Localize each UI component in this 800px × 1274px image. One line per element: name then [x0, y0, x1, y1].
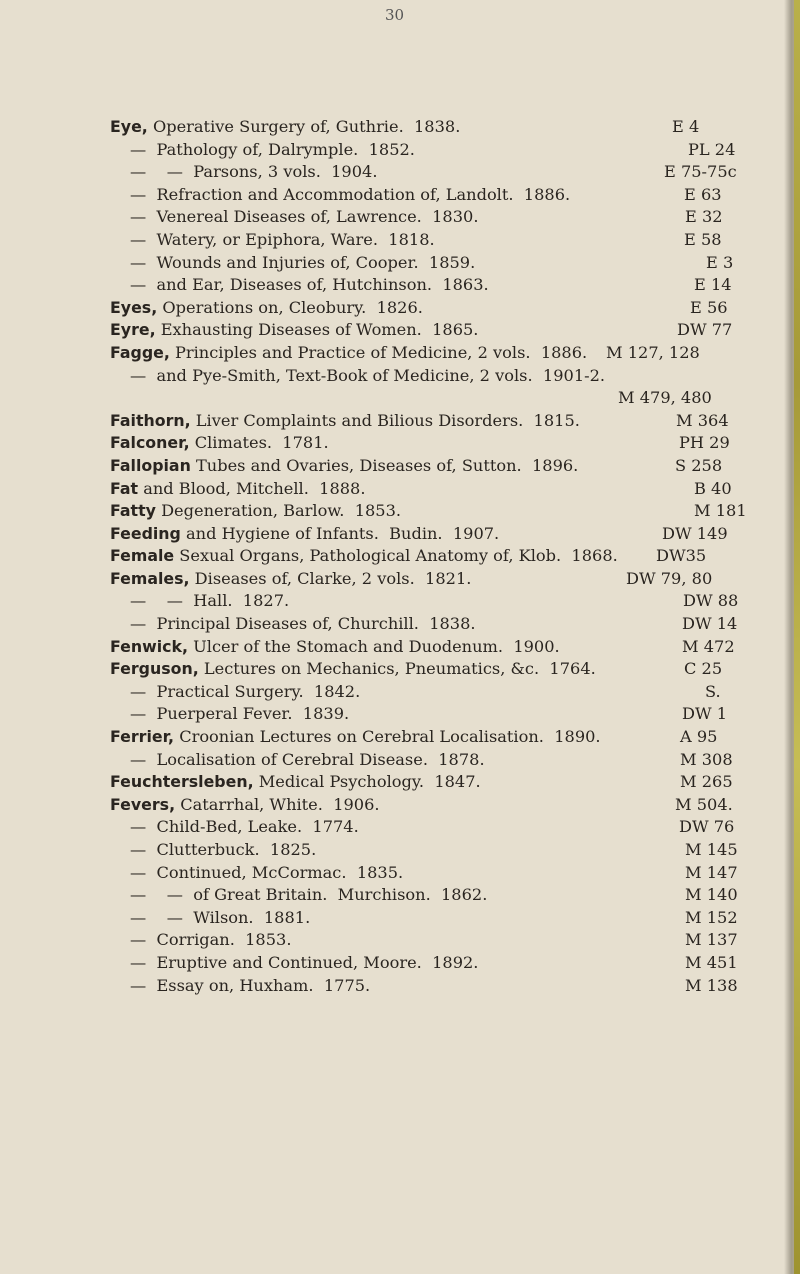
- entry-headword: Feuchtersleben,: [110, 772, 254, 792]
- entry-text: [130, 184, 570, 207]
- index-entry: [0, 387, 780, 410]
- entry-title: and Blood, Mitchell. 1888.: [138, 478, 366, 498]
- index-entry: [0, 319, 780, 342]
- entry-headword: Females,: [110, 568, 190, 588]
- entry-text: [110, 726, 601, 749]
- entry-text: [110, 297, 423, 320]
- entry-headword: Fatty: [110, 501, 156, 521]
- entry-text: [130, 907, 310, 930]
- index-entry: [0, 952, 780, 975]
- entry-text: [130, 884, 487, 907]
- entry-text: [130, 274, 489, 297]
- entry-text: [130, 161, 377, 184]
- entry-headword: Fevers,: [110, 794, 176, 814]
- index-entry: [0, 681, 780, 704]
- index-entry: [0, 500, 780, 523]
- index-entry: [0, 432, 780, 455]
- index-entry: [0, 771, 780, 794]
- entry-title: Exhausting Diseases of Women. 1865.: [155, 320, 479, 340]
- index-entry: [0, 726, 780, 749]
- entry-title: Operations on, Cleobury. 1826.: [157, 297, 423, 317]
- index-entry: [0, 590, 780, 613]
- entry-shelfmark: E 32: [685, 207, 723, 227]
- index-entry: [0, 252, 780, 275]
- entry-headword: Eyre,: [110, 320, 156, 340]
- index-entry: [0, 884, 780, 907]
- entry-title: Sexual Organs, Pathological Anatomy of, Klob. 1868.: [174, 546, 618, 566]
- entry-text: [130, 862, 403, 885]
- entry-text: [130, 703, 349, 726]
- index-entry-list: [0, 116, 780, 997]
- index-entry: [0, 161, 780, 184]
- entry-text: [130, 613, 476, 636]
- index-entry: [0, 749, 780, 772]
- entry-shelfmark: E 58: [684, 229, 722, 249]
- index-entry: [0, 658, 780, 681]
- entry-text: [110, 568, 471, 591]
- index-entry: [0, 342, 780, 365]
- entry-shelfmark: B 40: [694, 478, 732, 498]
- entry-shelfmark: M 181: [694, 501, 747, 521]
- entry-headword: Fat: [110, 478, 139, 498]
- entry-shelfmark: DW35: [656, 546, 707, 566]
- index-entry: [0, 929, 780, 952]
- entry-title: — Continued, McCormac. 1835.: [130, 862, 404, 882]
- index-entry: [0, 478, 780, 501]
- entry-text: [130, 590, 289, 613]
- index-entry: [0, 206, 780, 229]
- index-entry: [0, 184, 780, 207]
- entry-title: — and Pye-Smith, Text-Book of Medicine, 2 vols. 1901-2.: [130, 365, 606, 385]
- entry-shelfmark: S.: [705, 681, 721, 701]
- index-entry: [0, 410, 780, 433]
- entry-shelfmark: M 472: [682, 636, 735, 656]
- book-binding-edge: [794, 0, 800, 1274]
- entry-title: — — Parsons, 3 vols. 1904.: [130, 162, 378, 182]
- entry-title: — — Wilson. 1881.: [130, 907, 311, 927]
- entry-shelfmark: M 138: [685, 975, 738, 995]
- entry-text: [130, 929, 291, 952]
- entry-title: and Hygiene of Infants. Budin. 1907.: [180, 523, 500, 543]
- entry-text: [110, 523, 499, 546]
- entry-text: [110, 342, 587, 365]
- index-entry: [0, 613, 780, 636]
- entry-shelfmark: DW 88: [683, 591, 739, 611]
- entry-shelfmark: S 258: [675, 455, 723, 475]
- entry-title: — Localisation of Cerebral Disease. 1878.: [130, 749, 485, 769]
- entry-title: Diseases of, Clarke, 2 vols. 1821.: [189, 568, 472, 588]
- index-entry: [0, 297, 780, 320]
- entry-title: Principles and Practice of Medicine, 2 vols. 1886.: [169, 342, 588, 362]
- index-entry: [0, 636, 780, 659]
- entry-text: [110, 636, 560, 659]
- entry-shelfmark: M 504.: [675, 794, 733, 814]
- entry-title: — Pathology of, Dalrymple. 1852.: [130, 139, 415, 159]
- entry-title: — Clutterbuck. 1825.: [130, 840, 317, 859]
- entry-shelfmark: DW 149: [662, 523, 728, 543]
- entry-title: Ulcer of the Stomach and Duodenum. 1900.: [188, 636, 560, 656]
- entry-shelfmark: PL 24: [688, 139, 736, 159]
- entry-shelfmark: M 364: [676, 410, 729, 430]
- entry-title: Catarrhal, White. 1906.: [175, 794, 380, 814]
- entry-title: — Principal Diseases of, Churchill. 1838.: [130, 614, 476, 634]
- entry-shelfmark: M 140: [685, 885, 738, 905]
- entry-headword: Eye,: [110, 117, 148, 136]
- index-entry: [0, 365, 780, 388]
- entry-text: [110, 478, 366, 501]
- entry-shelfmark: M 451: [685, 952, 738, 972]
- entry-text: [130, 816, 359, 839]
- index-entry: [0, 794, 780, 817]
- entry-headword: Faithorn,: [110, 410, 191, 430]
- index-entry: [0, 116, 780, 139]
- entry-shelfmark: E 56: [690, 297, 728, 317]
- entry-text: [110, 500, 401, 523]
- entry-title: — Eruptive and Continued, Moore. 1892.: [130, 952, 479, 972]
- entry-text: [110, 116, 460, 139]
- entry-shelfmark: M 137: [685, 930, 738, 950]
- entry-shelfmark: M 145: [685, 840, 738, 859]
- entry-title: Lectures on Mechanics, Pneumatics, &c. 1764.: [198, 659, 596, 679]
- entry-text: [110, 771, 481, 794]
- entry-text: [130, 252, 475, 275]
- entry-shelfmark: PH 29: [679, 433, 730, 453]
- index-entry: [0, 274, 780, 297]
- entry-text: [130, 975, 370, 998]
- entry-shelfmark: M 152: [685, 907, 738, 927]
- entry-title: Medical Psychology. 1847.: [253, 772, 481, 792]
- entry-text: [130, 952, 478, 975]
- entry-headword: Fallopian: [110, 455, 191, 475]
- entry-title: Croonian Lectures on Cerebral Localisation. 1890.: [174, 727, 601, 747]
- entry-title: — Refraction and Accommodation of, Landolt. 1886.: [130, 184, 571, 204]
- entry-text: [110, 410, 580, 433]
- entry-shelfmark: DW 1: [682, 704, 728, 724]
- index-entry: [0, 975, 780, 998]
- entry-title: — Essay on, Huxham. 1775.: [130, 975, 371, 995]
- entry-headword: Fagge,: [110, 342, 170, 362]
- entry-headword: Ferrier,: [110, 727, 175, 747]
- entry-headword: Falconer,: [110, 433, 190, 453]
- index-entry: [0, 703, 780, 726]
- entry-shelfmark: M 127, 128: [606, 342, 700, 362]
- index-entry: [0, 862, 780, 885]
- entry-shelfmark: E 14: [694, 275, 732, 295]
- entry-text: [110, 432, 329, 455]
- index-entry: [0, 907, 780, 930]
- entry-title: — Child-Bed, Leake. 1774.: [130, 817, 359, 837]
- index-entry: [0, 455, 780, 478]
- entry-title: Operative Surgery of, Guthrie. 1838.: [147, 117, 461, 136]
- entry-shelfmark: E 3: [706, 252, 734, 272]
- entry-text: [130, 139, 415, 162]
- entry-title: — — Hall. 1827.: [130, 591, 290, 611]
- entry-text: [110, 455, 578, 478]
- entry-title: — Venereal Diseases of, Lawrence. 1830.: [130, 207, 479, 227]
- entry-title: — Practical Surgery. 1842.: [130, 681, 361, 701]
- entry-headword: Feeding: [110, 523, 181, 543]
- entry-shelfmark: M 479, 480: [618, 388, 712, 408]
- entry-headword: Fenwick,: [110, 636, 188, 656]
- entry-shelfmark: A 95: [680, 727, 718, 747]
- entry-shelfmark: E 4: [672, 117, 700, 136]
- entry-title: Tubes and Ovaries, Diseases of, Sutton. 1896.: [190, 455, 579, 475]
- entry-headword: Ferguson,: [110, 659, 199, 679]
- entry-shelfmark: DW 77: [677, 320, 733, 340]
- entry-headword: Eyes,: [110, 297, 158, 317]
- entry-text: [130, 365, 605, 388]
- entry-shelfmark: M 265: [680, 772, 733, 792]
- entry-text: [130, 229, 435, 252]
- entry-text: [130, 749, 485, 772]
- index-entry: [0, 139, 780, 162]
- entry-shelfmark: E 75-75c: [664, 162, 737, 182]
- entry-title: Degeneration, Barlow. 1853.: [155, 501, 402, 521]
- entry-shelfmark: M 308: [680, 749, 733, 769]
- entry-shelfmark: DW 14: [682, 614, 738, 634]
- entry-title: — and Ear, Diseases of, Hutchinson. 1863.: [130, 275, 489, 295]
- entry-shelfmark: M 147: [685, 862, 738, 882]
- entry-text: [130, 206, 478, 229]
- entry-text: [110, 319, 478, 342]
- entry-text: [130, 839, 316, 862]
- index-entry: [0, 229, 780, 252]
- entry-title: — Puerperal Fever. 1839.: [130, 704, 350, 724]
- index-entry: [0, 523, 780, 546]
- entry-headword: Female: [110, 546, 175, 566]
- entry-text: [110, 658, 596, 681]
- entry-title: Climates. 1781.: [189, 433, 329, 453]
- entry-text: [110, 545, 618, 568]
- entry-shelfmark: DW 76: [679, 817, 735, 837]
- entry-text: [130, 681, 360, 704]
- entry-shelfmark: DW 79, 80: [626, 568, 713, 588]
- index-entry: [0, 545, 780, 568]
- entry-title: — Watery, or Epiphora, Ware. 1818.: [130, 229, 435, 249]
- index-entry: [0, 839, 780, 862]
- entry-shelfmark: C 25: [684, 659, 723, 679]
- entry-shelfmark: E 63: [684, 184, 722, 204]
- entry-title: — Corrigan. 1853.: [130, 930, 292, 950]
- index-entry: [0, 568, 780, 591]
- entry-title: — — of Great Britain. Murchison. 1862.: [130, 885, 488, 905]
- entry-title: Liver Complaints and Bilious Disorders. 1815.: [190, 410, 580, 430]
- page-number: 30: [385, 6, 405, 24]
- index-entry: [0, 816, 780, 839]
- entry-title: — Wounds and Injuries of, Cooper. 1859.: [130, 252, 476, 272]
- entry-text: [110, 794, 380, 817]
